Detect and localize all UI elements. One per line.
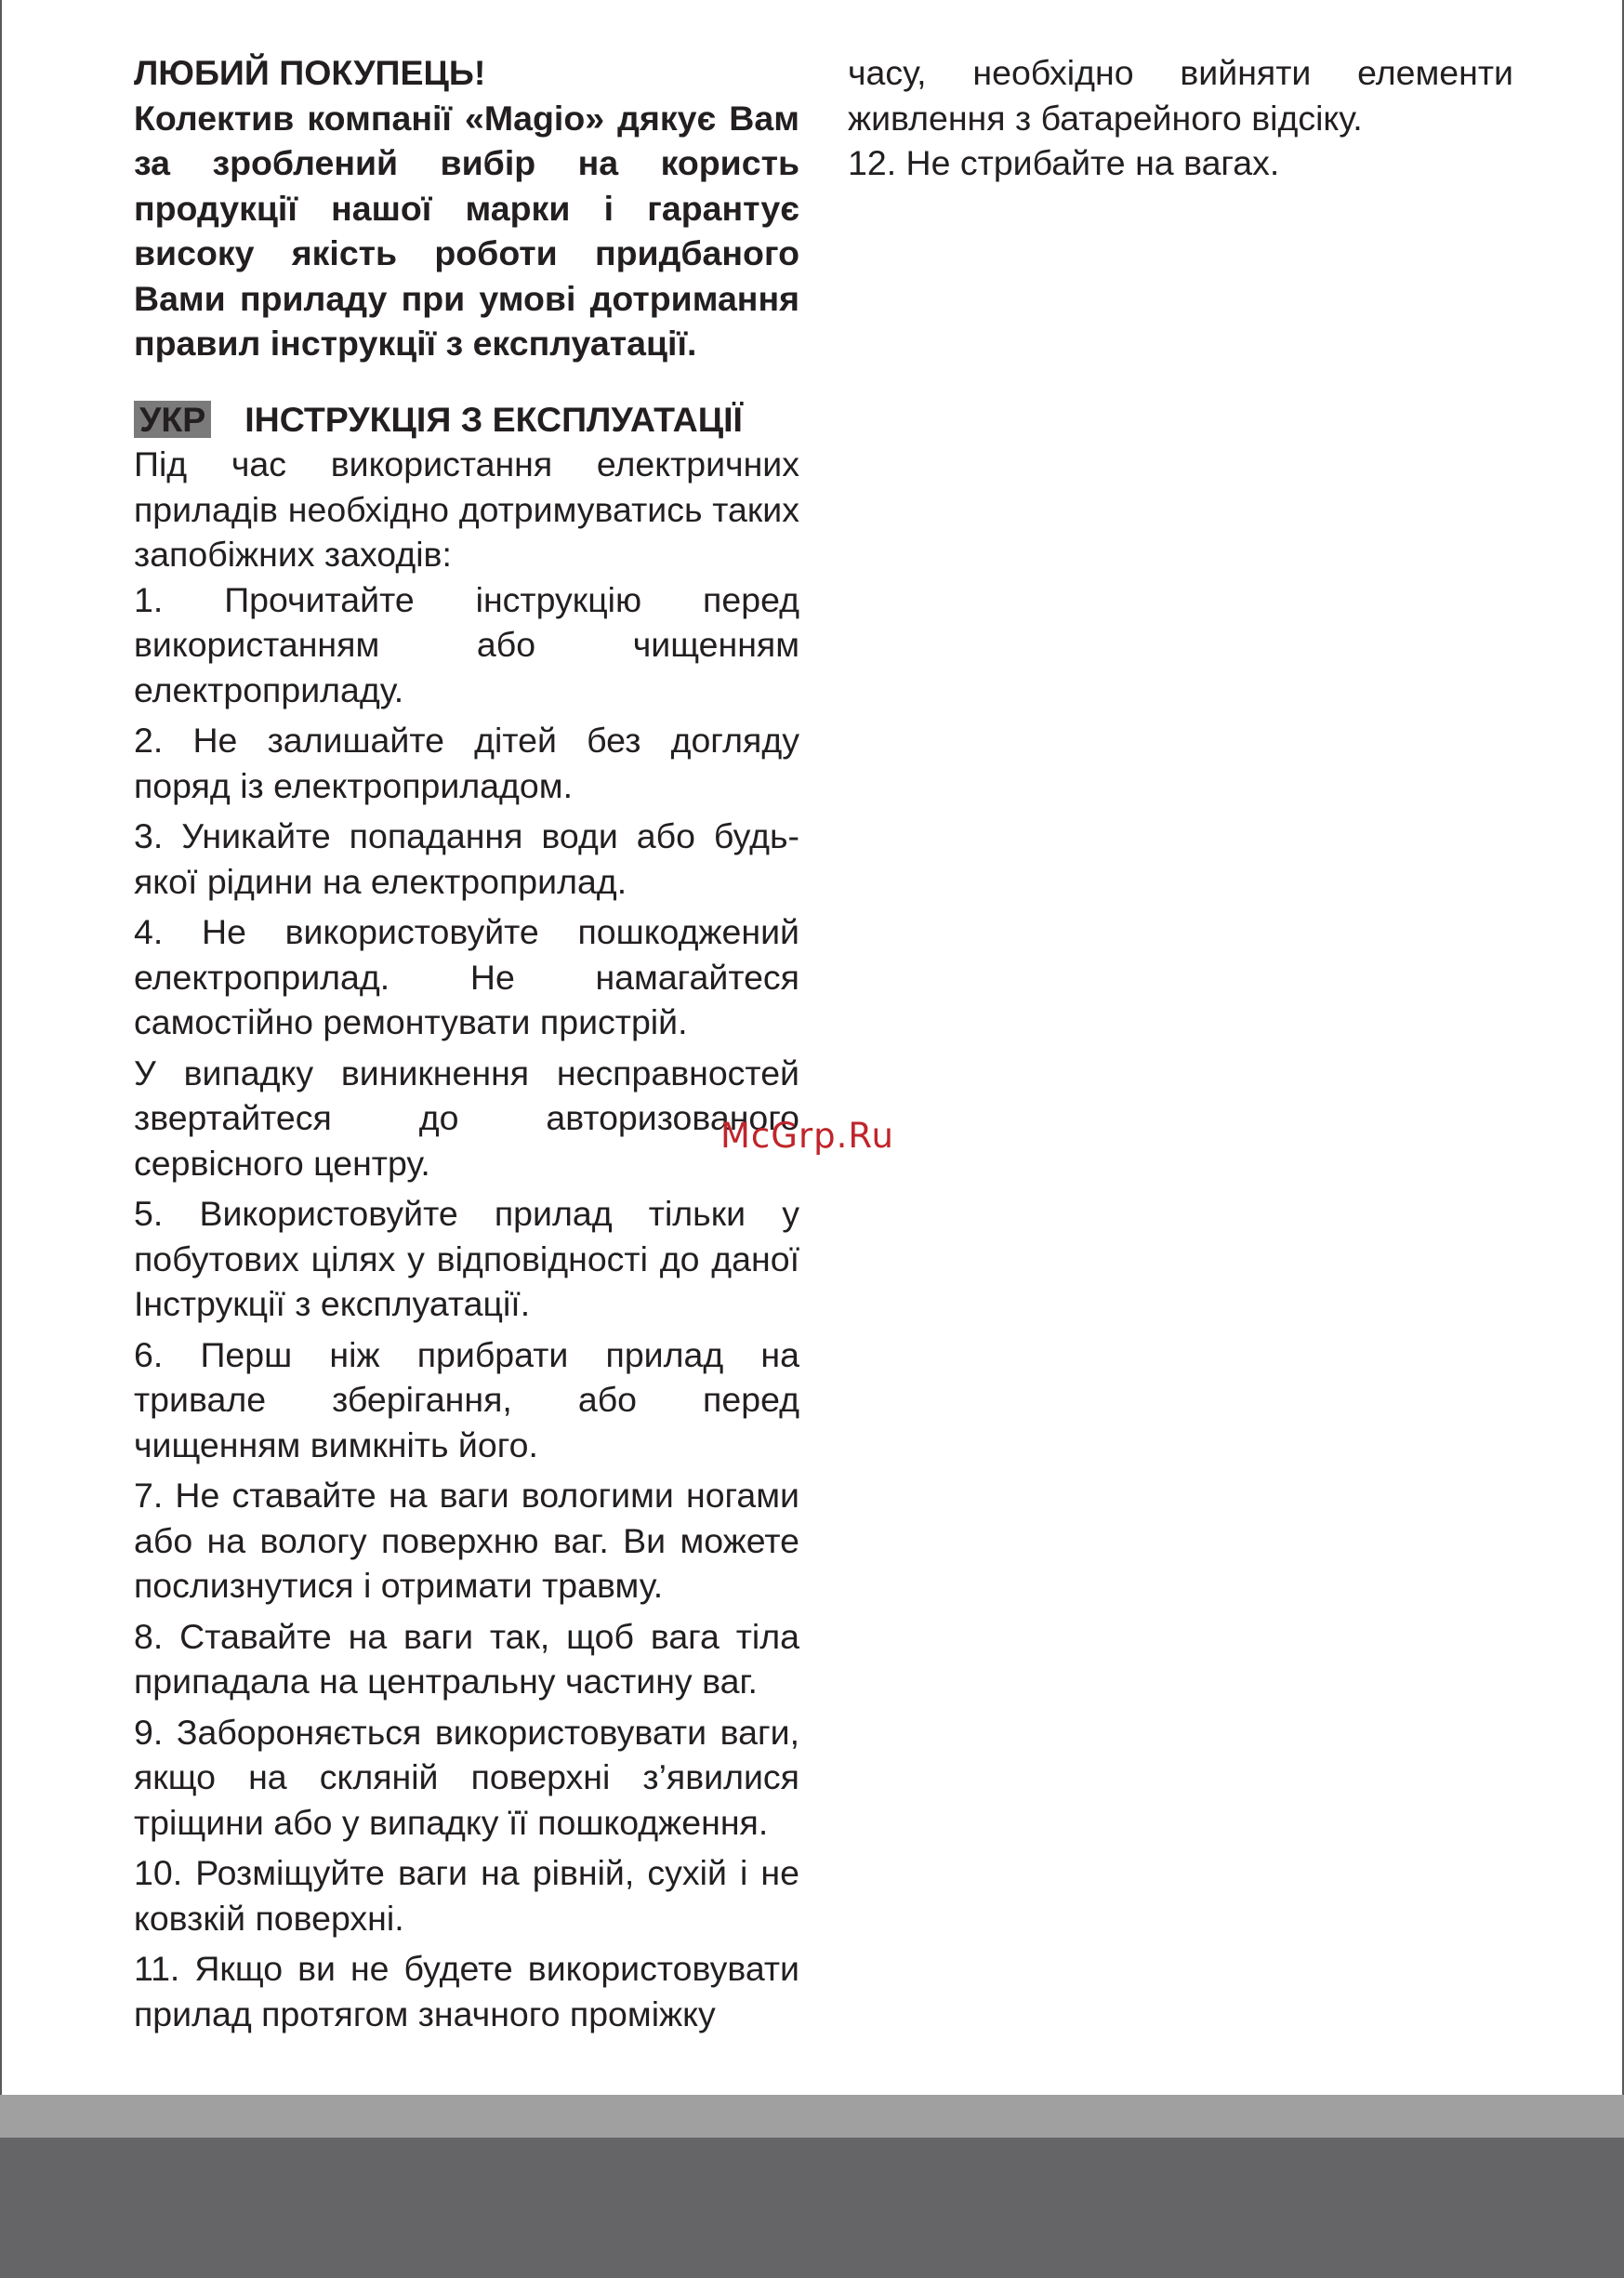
rule-item: 4. Не використовуйте пошкоджений електроприлад. Не намагайтеся самостійно ремонтувати пристрій.: [134, 912, 799, 1041]
left-column: [134, 50, 799, 2042]
section-header: [134, 397, 799, 443]
footer-band-dark: [0, 2138, 1624, 2278]
rule-item: 3. Уникайте попадання води або будь-якої рідини на електроприлад.: [134, 816, 799, 901]
page-edge-left: [0, 0, 2, 2095]
rule-item: 1. Прочитайте інструкцію перед використанням або чищенням електроприладу.: [134, 579, 799, 709]
rule-item: 7. Не ставайте на ваги вологими ногами або на вологу поверхню ваг. Ви можете послизнутися і отримати травму.: [134, 1476, 799, 1605]
rule-item: 8. Ставайте на ваги так, щоб вага тіла припадала на центральну частину ваг.: [134, 1616, 799, 1701]
rule-item: 12. Не стрибайте на вагах.: [848, 143, 1280, 182]
preamble-paragraph: Під час використання електричних приладів необхідно дотримуватись таких запобіжних заходів:: [134, 444, 799, 574]
language-tag: УКР: [134, 401, 211, 438]
rule-item: 10. Розміщуйте ваги на рівній, сухій і не ковзкій поверхні.: [134, 1853, 799, 1938]
safety-rules-list: [134, 577, 799, 2037]
rule-continuation: часу, необхідно вийняти елементи живлення з батарейного відсіку.: [848, 53, 1513, 138]
watermark-text: McGrp.Ru: [720, 1116, 894, 1156]
intro-paragraph: Колектив компанії «Magio» дякує Вам за зроблений вибір на користь продукції нашої марки і гарантує високу якість роботи придбаного Вами приладу при умові дотримання правил інструкції з експлуатації.: [134, 98, 799, 363]
rule-item: 6. Перш ніж прибрати прилад на тривале зберігання, або перед чищенням вимкніть його.: [134, 1334, 799, 1464]
right-column: [848, 50, 1513, 186]
rule-item: 9. Забороняється використовувати ваги, якщо на скляній поверхні з’явилися тріщини або у випадку її пошкодження.: [134, 1712, 799, 1842]
section-title: ІНСТРУКЦІЯ З ЕКСПЛУАТАЦІЇ: [244, 399, 743, 439]
greeting-heading: ЛЮБИЙ ПОКУПЕЦЬ!: [134, 53, 486, 92]
rule-item: 5. Використовуйте прилад тільки у побутових цілях у відповідності до даної Інструкції з експлуатації.: [134, 1194, 799, 1323]
footer-band-light: [0, 2095, 1624, 2138]
rule-item: 2. Не залишайте дітей без догляду поряд із електроприладом.: [134, 721, 799, 805]
rule-item: У випадку виникнення несправностей звертайтеся до авторизованого сервісного центру.: [134, 1053, 799, 1183]
rule-item: 11. Якщо ви не будете використовувати прилад протягом значного проміжку: [134, 1949, 799, 2033]
